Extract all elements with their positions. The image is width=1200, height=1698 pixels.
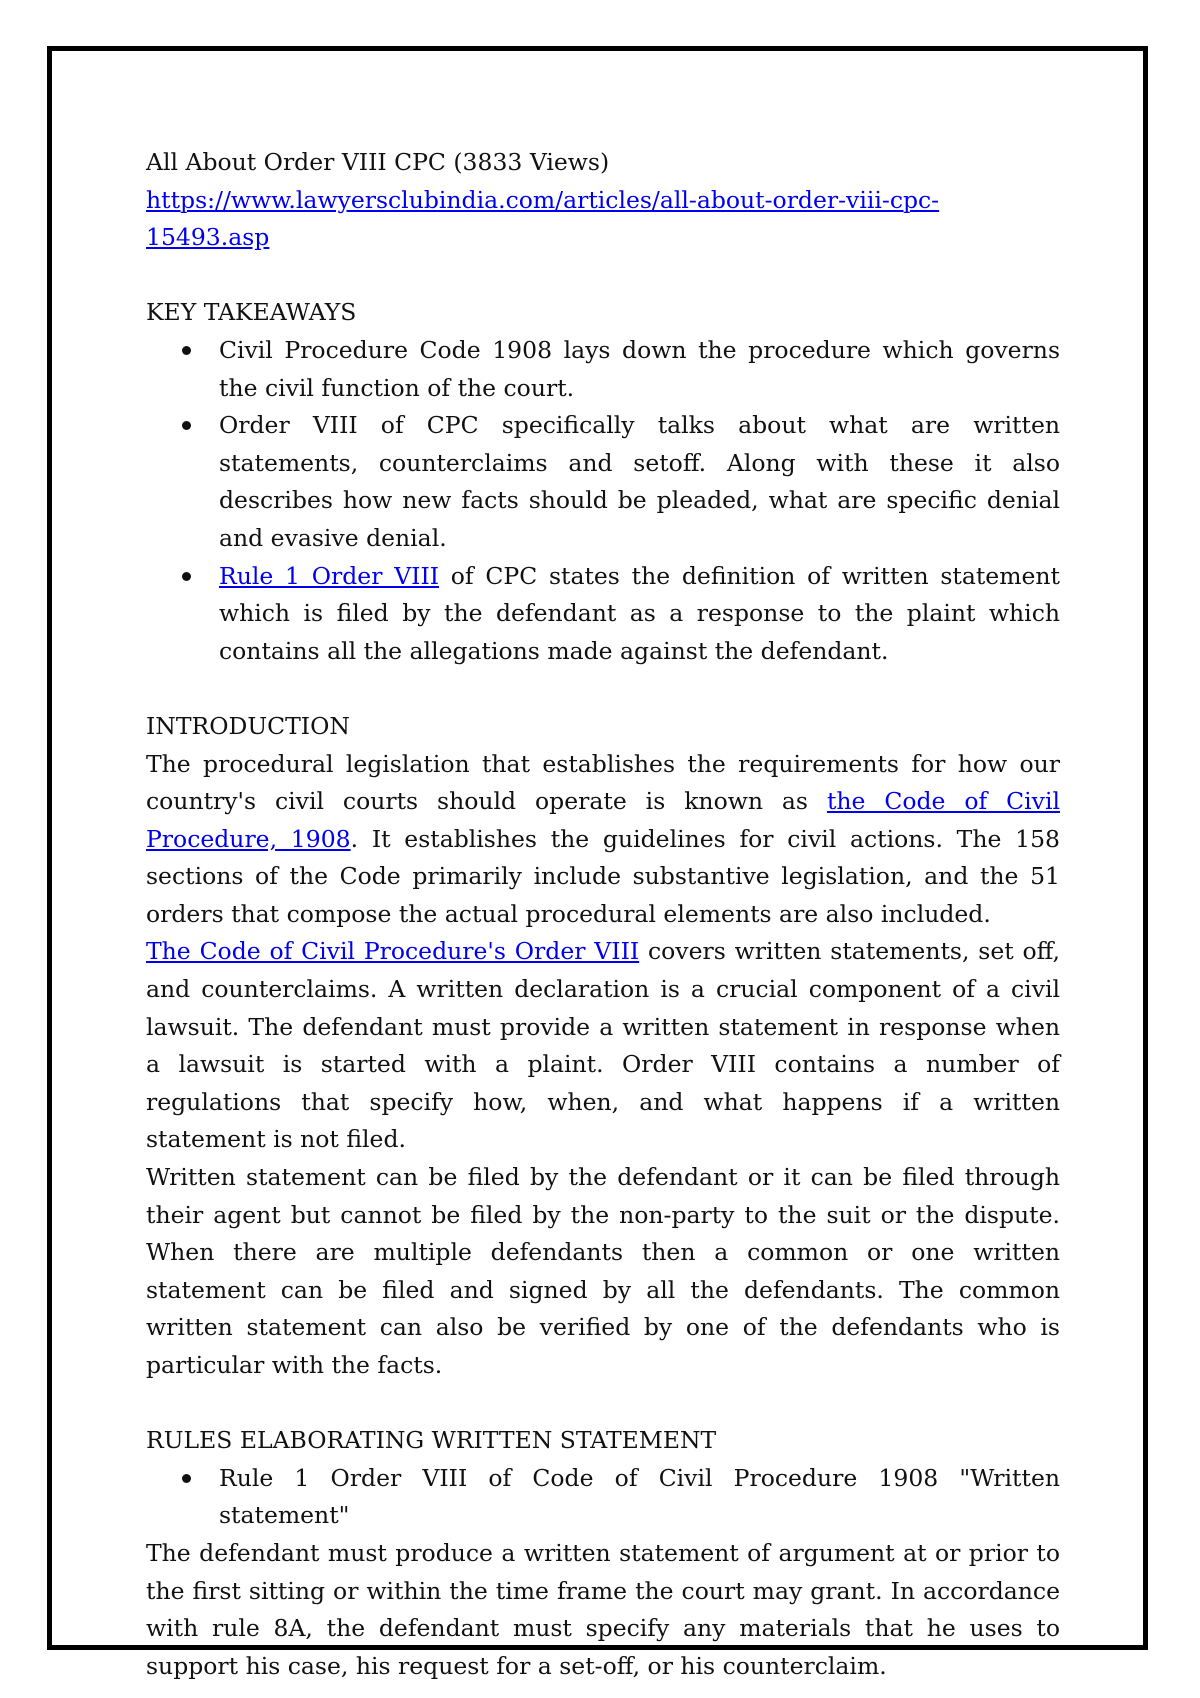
list-item-text: Civil Procedure Code 1908 lays down the procedure which governs the civil function of the court. bbox=[219, 335, 1060, 402]
bullet-icon bbox=[182, 572, 191, 581]
order-viii-link[interactable]: The Code of Civil Procedure's Order VIII bbox=[146, 937, 640, 966]
list-item bbox=[146, 558, 1060, 671]
bullet-icon bbox=[182, 346, 191, 355]
article-url-line bbox=[146, 182, 1060, 257]
list-item-text: Rule 1 Order VIII of Code of Civil Procedure 1908 "Written statement" bbox=[219, 1463, 1060, 1530]
paragraph-text: covers written statements, set off, and counterclaims. A written declaration is a crucial component of a civil lawsuit. The defendant must provide a written statement in response when a lawsuit is started with a plaint. Order VIII contains a number of regulations that specify how, when, and what happens if a written statement is not filed. bbox=[146, 937, 1061, 1154]
introduction-paragraph-3: Written statement can be filed by the defendant or it can be filed through their agent but cannot be filed by the non-party to the suit or the dispute. When there are multiple defendants then a common or one written statement can be filed and signed by all the defendants. The common written statement can also be verified by one of the defendants who is particular with the facts. bbox=[146, 1163, 1060, 1379]
article-title: All About Order VIII CPC (3833 Views) bbox=[146, 148, 610, 176]
key-takeaways-list bbox=[146, 332, 1060, 670]
introduction-heading: INTRODUCTION bbox=[146, 711, 350, 740]
spacer bbox=[146, 670, 1060, 708]
rules-list bbox=[146, 1460, 1060, 1535]
rule-1-order-viii-link[interactable]: Rule 1 Order VIII bbox=[219, 561, 440, 590]
document-body bbox=[146, 144, 1060, 1685]
spacer bbox=[146, 257, 1060, 295]
list-item bbox=[146, 407, 1060, 557]
key-takeaways-heading: KEY TAKEAWAYS bbox=[146, 298, 357, 327]
list-item-text: of CPC states the definition of written statement which is filed by the defendant as a response to the plaint which contains all the allegations made against the defendant. bbox=[219, 561, 1060, 665]
introduction-paragraph-2 bbox=[146, 933, 1060, 1159]
paragraph-text: The procedural legislation that establishes the requirements for how our country's civil courts should operate is known as bbox=[146, 749, 1060, 816]
list-item bbox=[146, 332, 1060, 407]
article-url-link[interactable]: https://www.lawyersclubindia.com/articles/all-about-order-viii-cpc-15493.asp bbox=[146, 185, 940, 252]
bullet-icon bbox=[182, 421, 191, 430]
introduction-paragraph-1 bbox=[146, 746, 1060, 934]
paragraph-text: . It establishes the guidelines for civil actions. The 158 sections of the Code primarily include substantive legislation, and the 51 orders that compose the actual procedural elements are also included. bbox=[146, 824, 1060, 928]
spacer bbox=[146, 1385, 1060, 1423]
bullet-icon bbox=[182, 1474, 191, 1483]
rules-heading: RULES ELABORATING WRITTEN STATEMENT bbox=[146, 1426, 717, 1455]
list-item-text: Order VIII of CPC specifically talks about what are written statements, counterclaims and setoff. Along with these it also describes how new facts should be pleaded, what are specific denial and evasive denial. bbox=[219, 411, 1060, 552]
rules-paragraph-1: The defendant must produce a written statement of argument at or prior to the first sitting or within the time frame the court may grant. In accordance with rule 8A, the defendant must specify any materials that he uses to support his case, his request for a set-off, or his counterclaim. bbox=[146, 1538, 1060, 1680]
code-of-civil-procedure-link[interactable]: the Code of Civil Procedure, 1908 bbox=[146, 787, 1060, 853]
list-item bbox=[146, 1460, 1060, 1535]
